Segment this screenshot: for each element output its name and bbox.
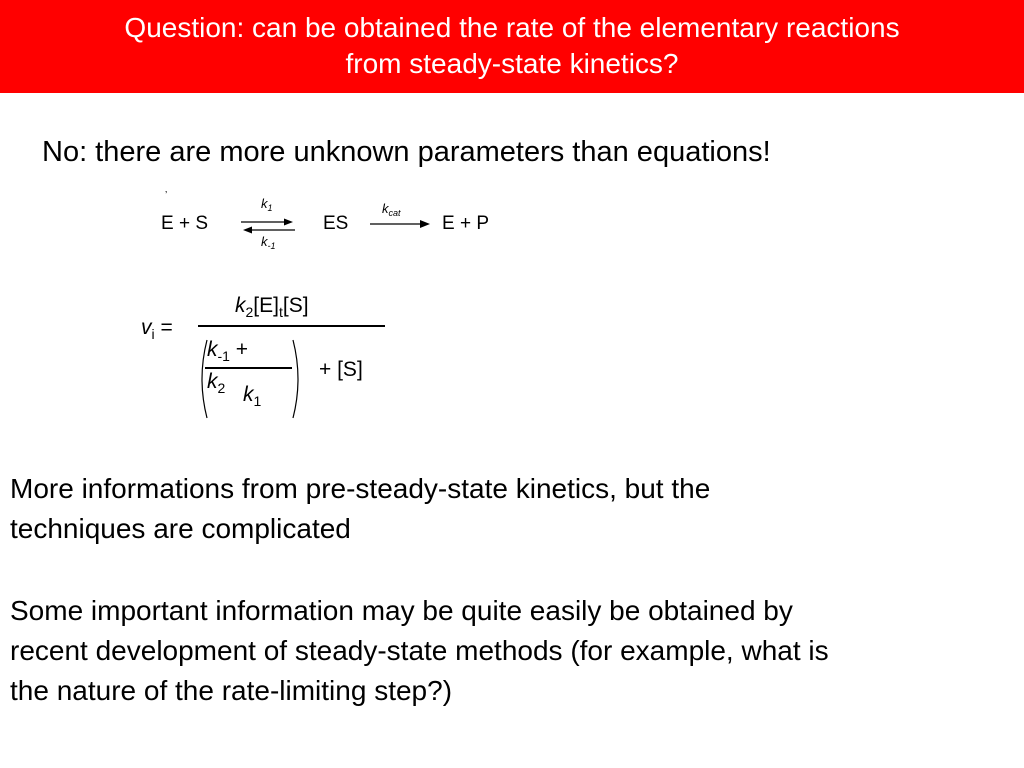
formula-lhs — [141, 316, 173, 346]
numerator-k: k — [235, 294, 246, 317]
paragraph1-line2: techniques are complicated — [10, 513, 351, 544]
km-numerator — [207, 338, 248, 368]
paragraph-pre-steady-state — [10, 469, 1015, 549]
km-k2: k — [207, 370, 218, 393]
k1-symbol: k — [261, 196, 268, 211]
km-k2-subscript: 2 — [217, 380, 226, 396]
scheme-products: E + P — [442, 213, 489, 234]
km-denominator — [243, 383, 261, 413]
equals-sign: = — [160, 316, 173, 339]
numerator-k-subscript: 2 — [245, 304, 254, 320]
main-fraction-bar — [198, 325, 385, 327]
scheme-reactants: E + S — [161, 213, 208, 234]
k1-subscript: 1 — [267, 203, 273, 213]
right-paren-icon — [291, 338, 305, 420]
answer-text: No: there are more unknown parameters than equations! — [42, 136, 771, 168]
formula-numerator — [235, 294, 309, 324]
km-k-minus1: k — [207, 338, 218, 361]
km-k2-term — [207, 370, 225, 400]
plus-substrate: + [S] — [319, 358, 363, 381]
paragraph2-line2: recent development of steady-state methods (for example, what is — [10, 635, 829, 666]
paragraph2-line1: Some important information may be quite easily be obtained by — [10, 595, 793, 626]
km-k1-subscript: 1 — [253, 393, 262, 409]
stray-tick-mark: ’ — [165, 190, 168, 201]
km-k1: k — [243, 383, 254, 406]
km-k-minus1-subscript: -1 — [217, 348, 230, 364]
title-line-1: Question: can be obtained the rate of the elementary reactions — [124, 12, 900, 43]
paragraph2-line3: the nature of the rate-limiting step?) — [10, 675, 453, 706]
km-fraction-bar — [205, 367, 292, 369]
paragraph-steady-state-methods — [10, 591, 1015, 711]
numerator-substrate: [S] — [282, 294, 309, 317]
k-minus1-subscript: -1 — [267, 241, 276, 251]
title-banner — [0, 0, 1024, 93]
lhs-variable: v — [141, 316, 152, 339]
km-plus: + — [235, 338, 249, 361]
k-minus1-symbol: k — [261, 234, 268, 249]
numerator-enzyme: [E] — [253, 294, 279, 317]
numerator-enzyme-subscript: t — [278, 304, 283, 320]
rate-constant-k1 — [261, 196, 273, 216]
rate-constant-k-minus1 — [261, 234, 276, 254]
lhs-subscript: i — [151, 326, 155, 342]
scheme-intermediate: ES — [323, 213, 349, 234]
forward-arrow-icon — [368, 218, 434, 230]
paragraph1-line1: More informations from pre-steady-state kinetics, but the — [10, 473, 711, 504]
kcat-subscript: cat — [388, 208, 401, 218]
kcat-symbol: k — [382, 201, 389, 216]
title-line-2: from steady-state kinetics? — [345, 48, 679, 79]
